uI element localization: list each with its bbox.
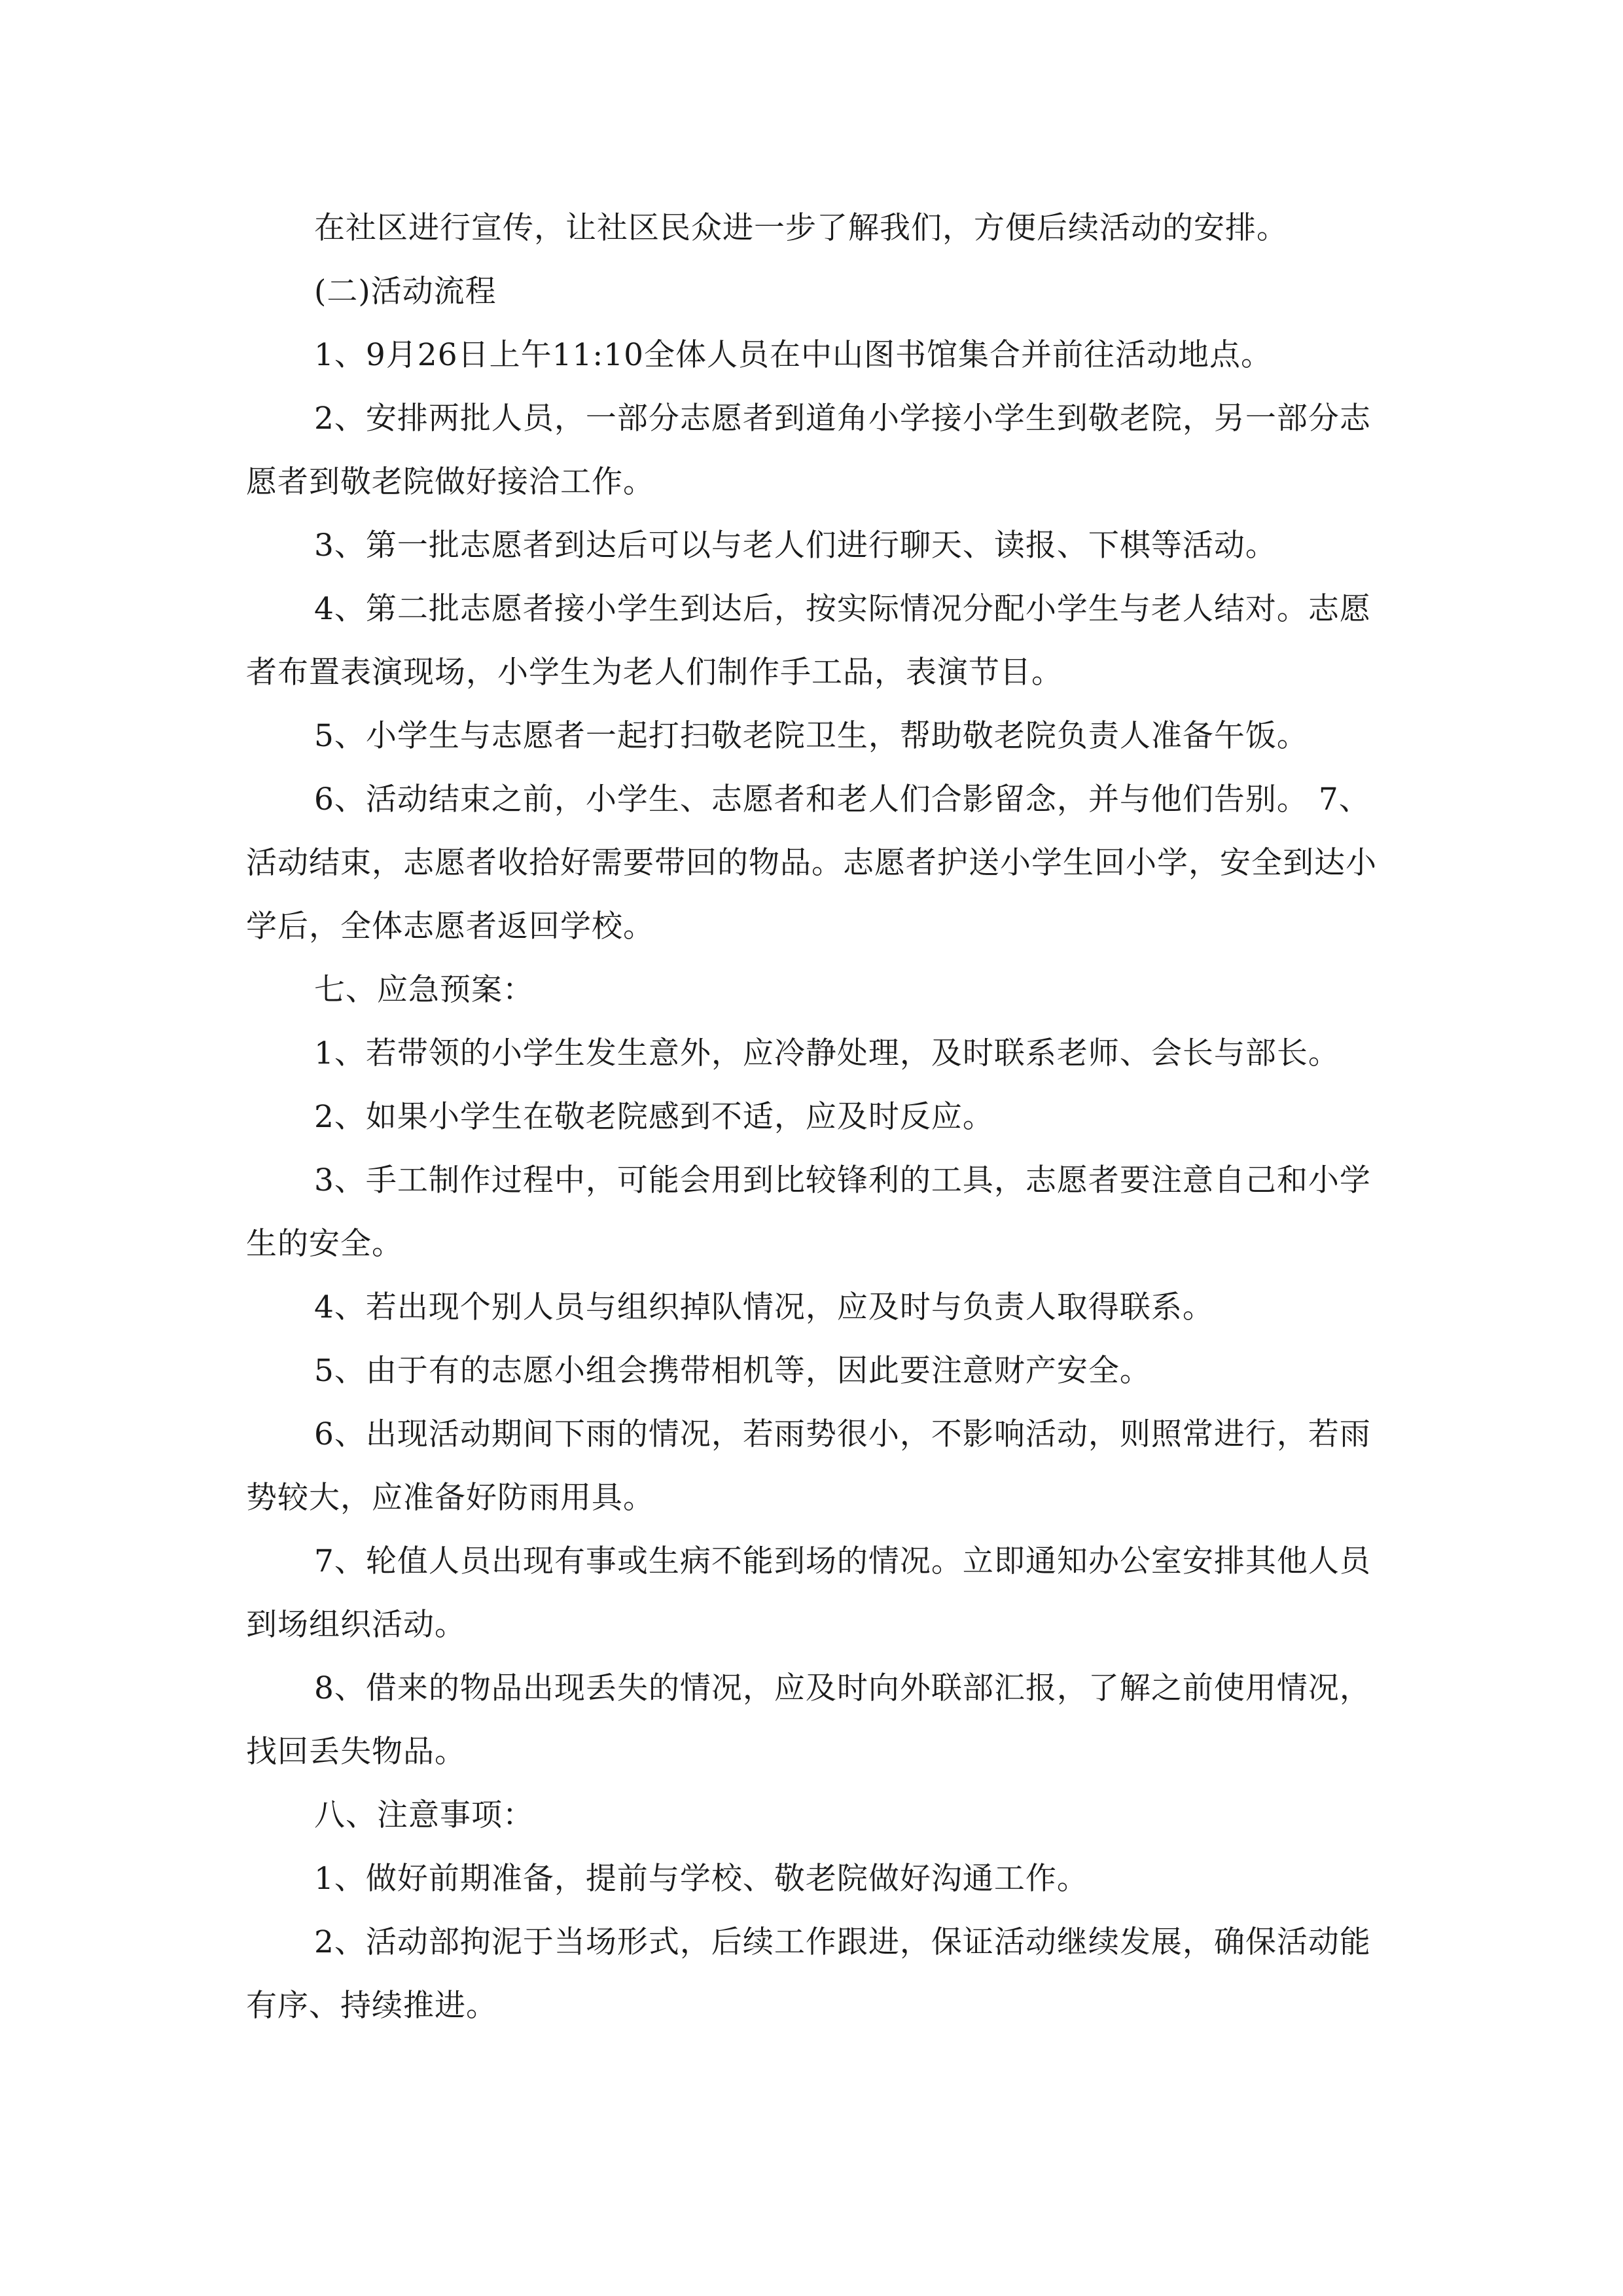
paragraph-community-publicity: 在社区进行宣传，让社区民众进一步了解我们，方便后续活动的安排。	[314, 210, 1288, 246]
paragraph-process-step-1: 1、9月26日上午11:10全体人员在中山图书馆集合并前往活动地点。	[314, 337, 1273, 373]
paragraph-process-step-4: 4、第二批志愿者接小学生到达后，按实际情况分配小学生与老人结对。志愿者布置表演现场，小学生为老人们制作手工品，表演节目。	[246, 591, 1371, 691]
heading-emergency-plan: 七、应急预案：	[314, 972, 534, 1008]
paragraph-emergency-6: 6、出现活动期间下雨的情况，若雨势很小，不影响活动，则照常进行，若雨势较大，应准备好防雨用具。	[246, 1416, 1371, 1516]
paragraph-process-step-6-7: 6、活动结束之前，小学生、志愿者和老人们合影留念，并与他们告别。 7、活动结束，志愿者收拾好需要带回的物品。志愿者护送小学生回小学，安全到达小学后，全体志愿者返回学校。	[246, 781, 1377, 944]
paragraph-process-step-3: 3、第一批志愿者到达后可以与老人们进行聊天、读报、下棋等活动。	[314, 528, 1277, 564]
heading-precautions: 八、注意事项：	[314, 1797, 534, 1833]
paragraph-process-step-2: 2、安排两批人员，一部分志愿者到道角小学接小学生到敬老院，另一部分志愿者到敬老院做好接洽工作。	[246, 401, 1371, 500]
paragraph-emergency-1: 1、若带领的小学生发生意外，应冷静处理，及时联系老师、会长与部长。	[314, 1035, 1340, 1071]
paragraph-process-step-5: 5、小学生与志愿者一起打扫敬老院卫生，帮助敬老院负责人准备午饭。	[314, 718, 1308, 754]
paragraph-emergency-4: 4、若出现个别人员与组织掉队情况，应及时与负责人取得联系。	[314, 1289, 1214, 1325]
paragraph-emergency-5: 5、由于有的志愿小组会携带相机等，因此要注意财产安全。	[314, 1353, 1151, 1389]
paragraph-precaution-1: 1、做好前期准备，提前与学校、敬老院做好沟通工作。	[314, 1861, 1088, 1897]
paragraph-emergency-8: 8、借来的物品出现丢失的情况，应及时向外联部汇报，了解之前使用情况，找回丢失物品。	[246, 1670, 1371, 1770]
paragraph-emergency-2: 2、如果小学生在敬老院感到不适，应及时反应。	[314, 1099, 994, 1135]
heading-activity-process: (二)活动流程	[314, 274, 497, 310]
paragraph-emergency-3: 3、手工制作过程中，可能会用到比较锋利的工具，志愿者要注意自己和小学生的安全。	[246, 1162, 1371, 1262]
paragraph-emergency-7: 7、轮值人员出现有事或生病不能到场的情况。立即通知办公室安排其他人员到场组织活动。	[246, 1543, 1371, 1643]
paragraph-precaution-2: 2、活动部拘泥于当场形式，后续工作跟进，保证活动继续发展，确保活动能有序、持续推进。	[246, 1924, 1371, 2024]
